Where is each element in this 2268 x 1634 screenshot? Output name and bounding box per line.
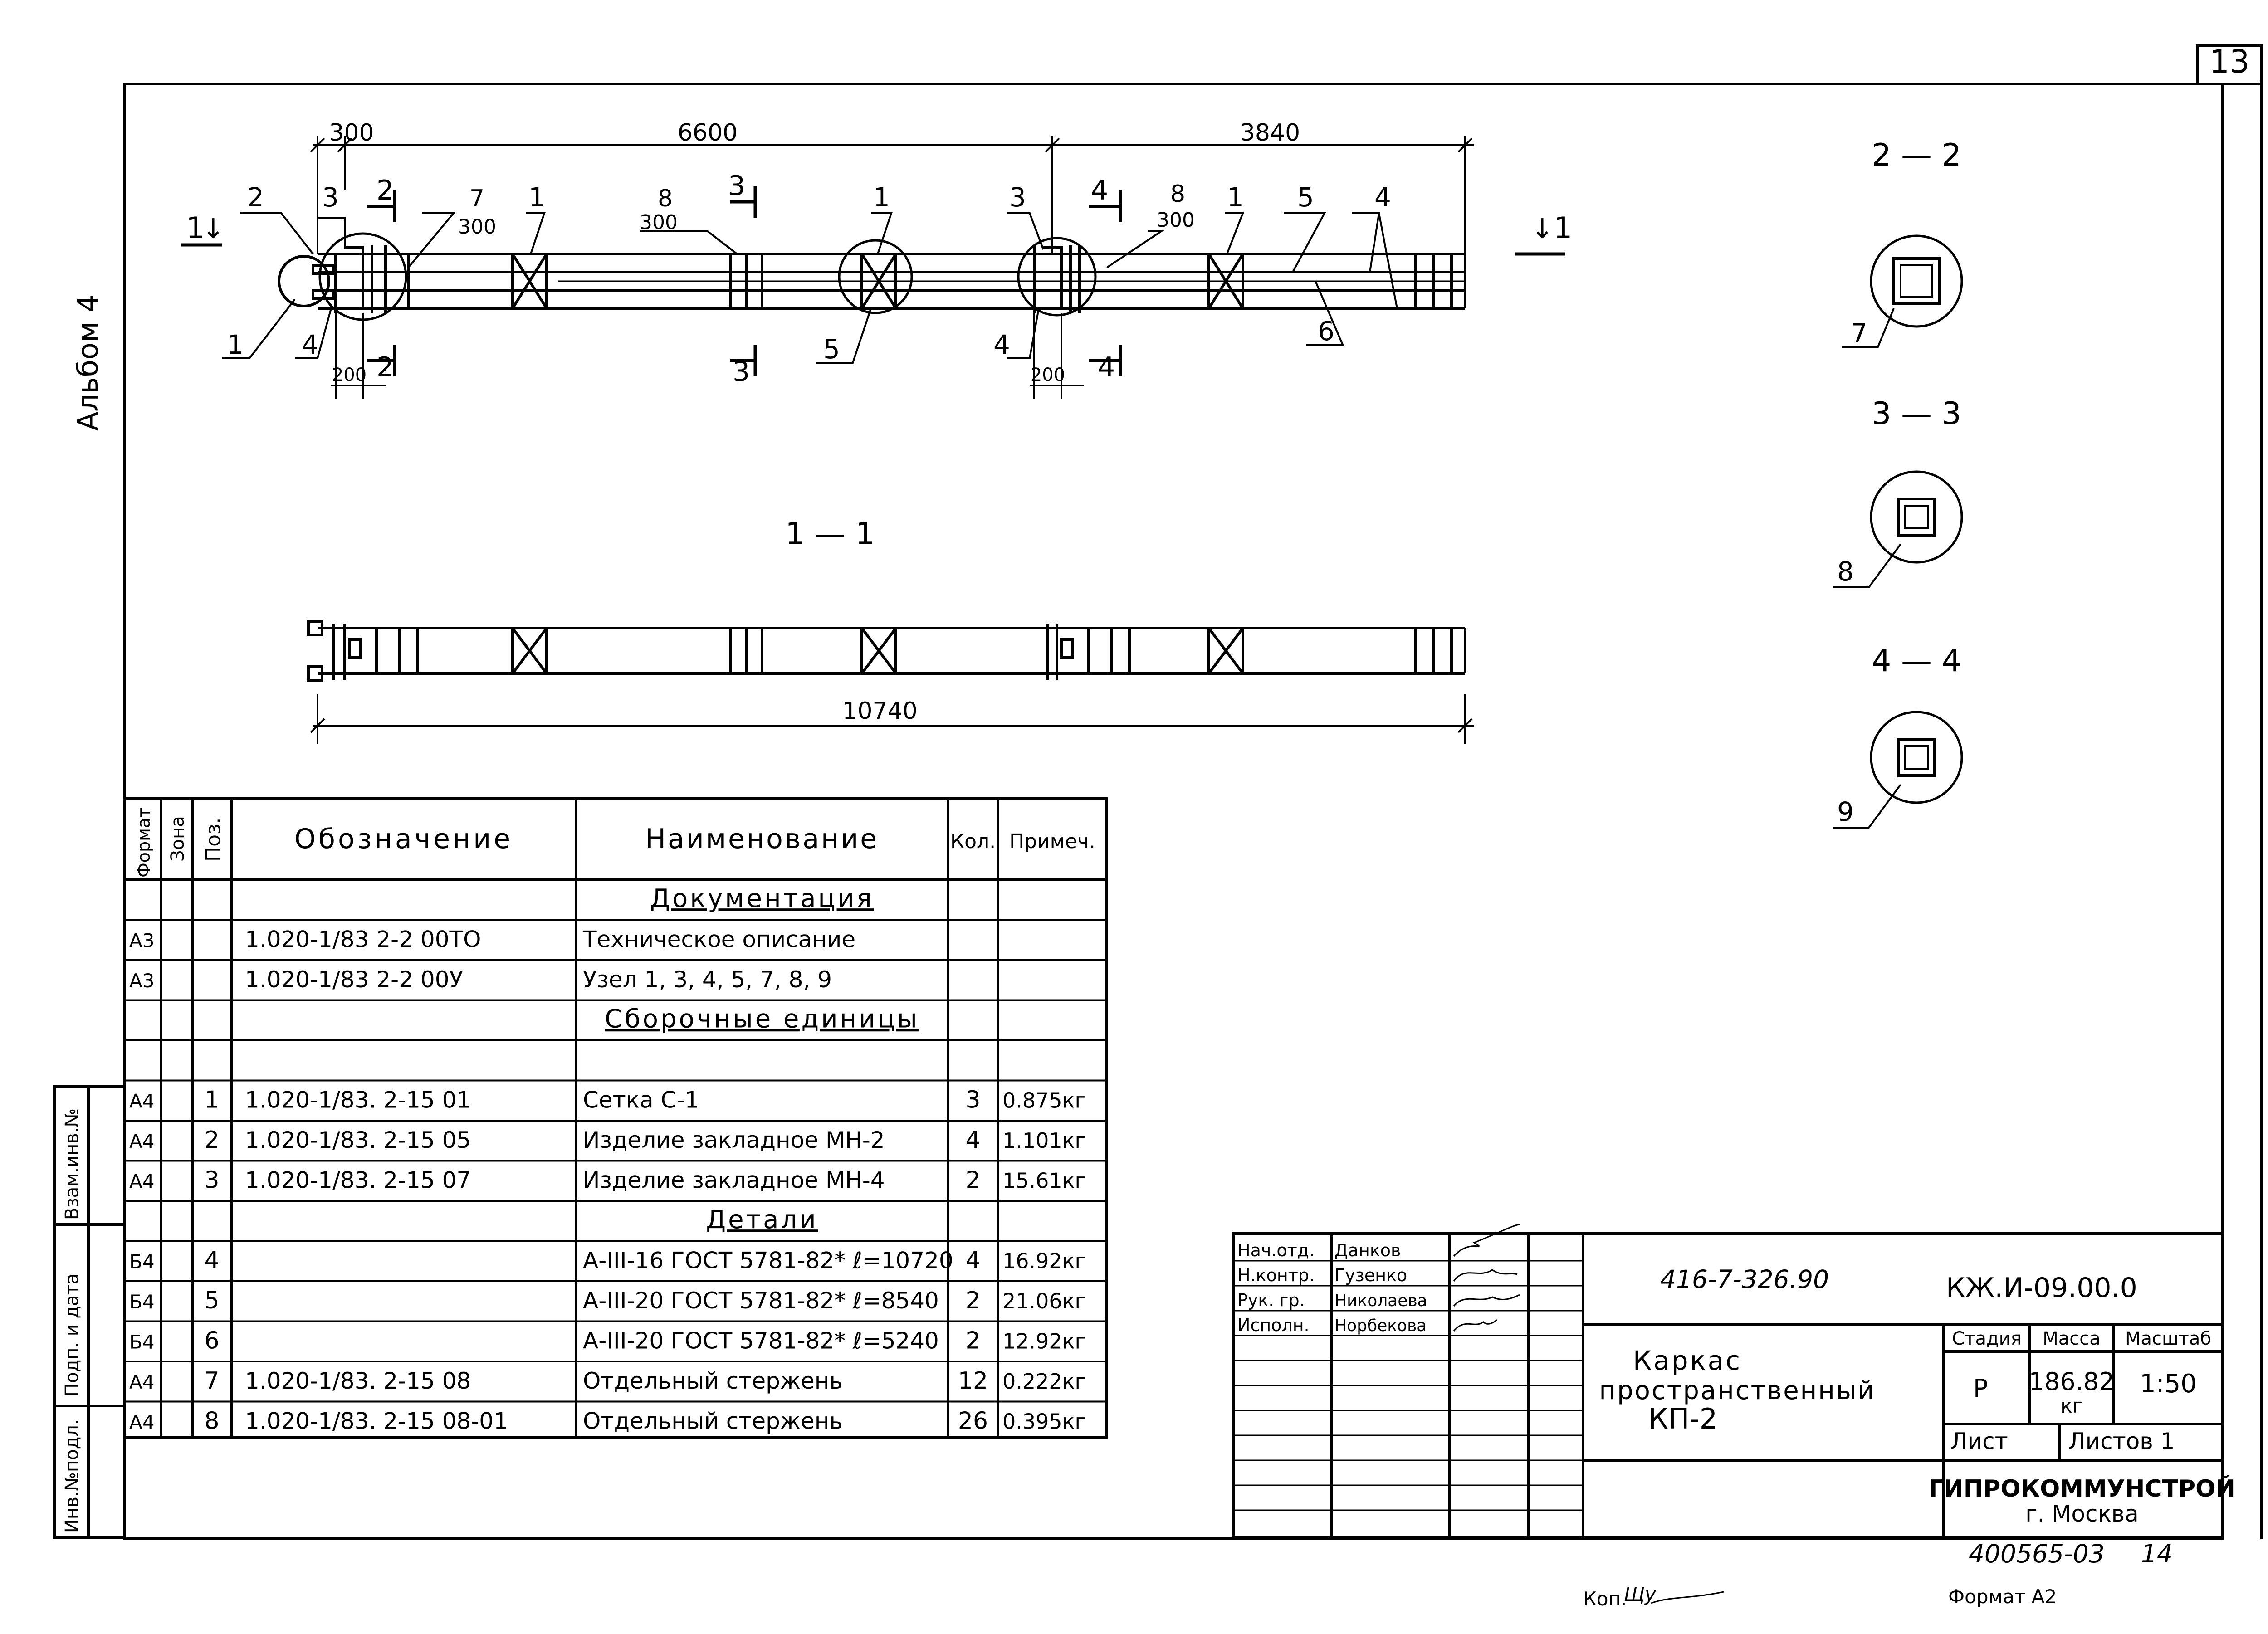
- section-1-1-title: 1 — 1: [785, 516, 875, 552]
- stage-label: Стадия: [1952, 1328, 2022, 1349]
- callout-2: 2: [247, 182, 264, 213]
- spec-cell-pos: 1: [204, 1086, 220, 1114]
- spec-cell-format: Б4: [129, 1331, 155, 1353]
- dim-200-mid: 200: [1030, 365, 1066, 385]
- spec-row: [706, 1205, 818, 1234]
- spec-row: [129, 966, 832, 993]
- spec-cell-pos: 8: [204, 1407, 220, 1435]
- spec-header-format: Формат: [134, 807, 154, 878]
- signer-role: Рук. гр.: [1237, 1290, 1305, 1310]
- spec-cell-designation: 1.020-1/83. 2-15 08-01: [245, 1408, 508, 1434]
- album-label: Альбом 4: [71, 294, 104, 431]
- spec-cell-format: Б4: [129, 1250, 155, 1273]
- section-mark-1-left: 1: [186, 211, 205, 245]
- section-mark-3-bottom: 3: [733, 356, 750, 388]
- format-label: Формат А2: [1948, 1585, 2057, 1608]
- section-mark-2-top: 2: [376, 175, 394, 206]
- spec-cell-qty: 2: [965, 1166, 981, 1194]
- spec-cell-name: А-III-16 ГОСТ 5781-82* ℓ=10720: [583, 1247, 953, 1274]
- spec-cell-note: 21.06кг: [1002, 1289, 1086, 1314]
- section-mark-1-right: 1: [1554, 211, 1573, 245]
- spec-cell-designation: 1.020-1/83 2-2 00У: [245, 966, 464, 993]
- spec-cell-designation: 1.020-1/83. 2-15 05: [245, 1127, 471, 1154]
- spec-cell-name: А-III-20 ГОСТ 5781-82* ℓ=5240: [583, 1327, 939, 1354]
- spec-cell-format: А4: [129, 1170, 155, 1193]
- spec-header-pos: Поз.: [202, 817, 225, 862]
- callout-7: 7: [469, 185, 485, 212]
- signatures: [1454, 1224, 1520, 1331]
- callout-4-mid: 4: [993, 329, 1010, 360]
- spec-cell-format: А4: [129, 1411, 155, 1434]
- callout-1-b: 1: [873, 182, 890, 213]
- plan-bottom-dims: [331, 313, 1084, 399]
- spec-row: [650, 884, 874, 913]
- callout-1-a: 1: [528, 182, 545, 213]
- spec-row: [129, 1247, 1086, 1274]
- spec-cell-note: 0.222кг: [1002, 1369, 1086, 1394]
- cross-section-callout: 8: [1837, 556, 1854, 587]
- callout-4-a: 4: [1374, 182, 1391, 213]
- spec-cell-format: А4: [129, 1130, 155, 1153]
- spec-table: [125, 798, 1107, 1438]
- signer-role: Н.контр.: [1237, 1265, 1315, 1285]
- spec-cell-pos: 5: [204, 1287, 220, 1315]
- cross-section-2-2: [1842, 137, 1962, 349]
- spec-cell-note: 0.875кг: [1002, 1088, 1086, 1113]
- cross-section-title: 2 — 2: [1872, 137, 1961, 173]
- spec-cell-name: Документация: [650, 884, 874, 914]
- spec-cell-pos: 4: [204, 1247, 220, 1274]
- spec-row: [129, 1367, 1086, 1395]
- cross-section-3-3: [1833, 396, 1962, 587]
- callout-300-b: 300: [640, 211, 678, 234]
- spec-cell-name: А-III-20 ГОСТ 5781-82* ℓ=8540: [583, 1288, 939, 1314]
- spec-row: [129, 1087, 1086, 1114]
- callout-4-left: 4: [302, 329, 318, 360]
- scale-label: Масштаб: [2125, 1328, 2212, 1349]
- spec-cell-format: А3: [129, 970, 155, 992]
- signer-name: Николаева: [1334, 1292, 1427, 1310]
- cross-section-callout: 9: [1837, 796, 1854, 827]
- spec-cell-note: 12.92кг: [1002, 1329, 1086, 1354]
- signer-name: Данков: [1334, 1240, 1401, 1260]
- spec-cell-pos: 6: [204, 1327, 220, 1355]
- spec-cell-name: Сборочные единицы: [605, 1004, 919, 1034]
- spec-cell-qty: 3: [965, 1086, 981, 1114]
- spec-row: [129, 1408, 1086, 1435]
- spec-cell-note: 16.92кг: [1002, 1249, 1086, 1273]
- title-block: [1234, 1224, 2235, 1537]
- cross-section-title: 3 — 3: [1872, 396, 1961, 432]
- spec-cell-designation: 1.020-1/83. 2-15 07: [245, 1167, 471, 1194]
- dim-10740: 10740: [842, 697, 918, 725]
- stage-value: Р: [1973, 1374, 1988, 1403]
- sheet-label: Лист: [1950, 1428, 2008, 1454]
- sheet-frame: [125, 45, 2261, 1539]
- dim-6600: 6600: [677, 119, 738, 146]
- spec-cell-qty: 4: [965, 1247, 981, 1274]
- spec-cell-qty: 12: [958, 1367, 988, 1395]
- spec-cell-designation: 1.020-1/83. 2-15 08: [245, 1368, 471, 1395]
- spec-header-note: Примеч.: [1009, 830, 1095, 853]
- archive-number: 400565-03: [1969, 1539, 2105, 1568]
- copied-signature: Щу: [1624, 1583, 1656, 1605]
- section-mark-3-top: 3: [728, 170, 746, 202]
- organization-city: г. Москва: [2025, 1501, 2139, 1527]
- spec-cell-qty: 26: [958, 1407, 988, 1435]
- sheets-count: Листов 1: [2068, 1428, 2175, 1454]
- mass-unit: кг: [2060, 1395, 2083, 1418]
- dim-200-left: 200: [332, 365, 367, 385]
- spec-cell-format: Б4: [129, 1291, 155, 1313]
- section-mark-4-top: 4: [1091, 175, 1109, 206]
- cross-section-callout: 7: [1851, 318, 1867, 349]
- signer-name: Гузенко: [1334, 1265, 1408, 1285]
- spec-cell-name: Изделие закладное МН-4: [583, 1167, 885, 1194]
- page-number: 13: [2209, 43, 2250, 80]
- cross-section-title: 4 — 4: [1872, 643, 1961, 679]
- spec-cell-qty: 2: [965, 1287, 981, 1315]
- dim-3840: 3840: [1240, 119, 1300, 146]
- callout-3-mid: 3: [1009, 182, 1026, 213]
- section-mark-4-bottom: 4: [1098, 351, 1115, 383]
- callout-300-a: 300: [458, 215, 496, 239]
- spec-cell-name: Техническое описание: [583, 926, 856, 953]
- callout-5-a: 5: [1297, 182, 1314, 213]
- callout-6: 6: [1318, 316, 1334, 346]
- spec-cell-name: Детали: [706, 1205, 818, 1235]
- spec-cell-note: 0.395кг: [1002, 1409, 1086, 1434]
- spec-cell-pos: 2: [204, 1127, 220, 1154]
- spec-header-qty: Кол.: [950, 830, 996, 853]
- title-line: КП-2: [1648, 1402, 1718, 1435]
- spec-cell-format: А4: [129, 1371, 155, 1394]
- spec-cell-pos: 7: [204, 1367, 220, 1395]
- spec-row: [129, 1167, 1086, 1194]
- callout-8-a: 8: [658, 185, 673, 212]
- section-1-1-body: [308, 621, 1465, 680]
- side-stamp: [54, 1086, 125, 1537]
- callout-5-mid: 5: [823, 334, 840, 365]
- signer-role: Исполн.: [1237, 1315, 1310, 1335]
- spec-cell-name: Отдельный стержень: [583, 1368, 843, 1395]
- spec-cell-pos: 3: [204, 1166, 220, 1194]
- mass-value: 186.82: [2028, 1367, 2115, 1396]
- spec-row: [129, 1127, 1086, 1154]
- spec-cell-name: Изделие закладное МН-2: [583, 1127, 885, 1154]
- organization: ГИПРОКОММУНСТРОЙ: [1929, 1475, 2235, 1502]
- spec-cell-name: Отдельный стержень: [583, 1408, 843, 1434]
- callout-8-b: 8: [1170, 180, 1186, 208]
- scale-value: 1:50: [2140, 1369, 2197, 1399]
- signer-role: Нач.отд.: [1237, 1240, 1315, 1260]
- detail-circle-right: [1018, 238, 1095, 315]
- title-line: пространственный: [1599, 1376, 1876, 1405]
- side-stamp-sign-date: Подп. и дата: [62, 1273, 83, 1397]
- section-mark-1-right-arrow: ↓: [1531, 213, 1554, 245]
- spec-cell-name: Узел 1, 3, 4, 5, 7, 8, 9: [583, 966, 832, 993]
- copied-label: Коп.: [1583, 1588, 1627, 1610]
- spec-row: [605, 1005, 919, 1034]
- section-1-1: [308, 516, 1474, 744]
- section-mark-2-bottom: 2: [376, 351, 394, 383]
- drawing-code: КЖ.И-09.00.0: [1946, 1272, 2137, 1304]
- cross-section-4-4: [1833, 643, 1962, 828]
- project-code: 416-7-326.90: [1660, 1265, 1829, 1294]
- side-stamp-replace-inv: Взам.инв.№: [62, 1108, 83, 1220]
- spec-cell-format: А4: [129, 1090, 155, 1112]
- spec-cell-qty: 2: [965, 1327, 981, 1355]
- signer-name: Норбекова: [1334, 1317, 1427, 1335]
- plan-view: [181, 119, 1572, 399]
- spec-header-name: Наименование: [645, 823, 879, 855]
- spec-cell-designation: 1.020-1/83 2-2 00ТО: [245, 926, 481, 953]
- callout-1-left: 1: [227, 329, 244, 360]
- callout-1-c: 1: [1227, 182, 1244, 213]
- mass-label: Масса: [2043, 1328, 2101, 1349]
- title-line: Каркас: [1633, 1345, 1742, 1376]
- spec-cell-name: Сетка С-1: [583, 1087, 699, 1113]
- spec-cell-note: 15.61кг: [1002, 1168, 1086, 1193]
- spec-cell-qty: 4: [965, 1127, 981, 1154]
- spec-header-zone: Зона: [167, 816, 188, 862]
- spec-row: [129, 927, 855, 953]
- spec-cell-note: 1.101кг: [1002, 1128, 1086, 1153]
- callout-300-c: 300: [1157, 209, 1195, 232]
- archive-suffix: 14: [2141, 1539, 2173, 1568]
- dim-300-left: 300: [329, 119, 374, 146]
- callout-3-left: 3: [322, 182, 339, 213]
- side-stamp-inv-no: Инв.№подл.: [62, 1419, 83, 1533]
- spec-header-designation: Обозначение: [294, 823, 513, 855]
- spec-row: [129, 1287, 1086, 1314]
- spec-row: [129, 1327, 1086, 1355]
- section-mark-1-left-arrow: ↓: [202, 213, 225, 245]
- spec-cell-format: А3: [129, 929, 155, 952]
- spec-cell-designation: 1.020-1/83. 2-15 01: [245, 1087, 471, 1113]
